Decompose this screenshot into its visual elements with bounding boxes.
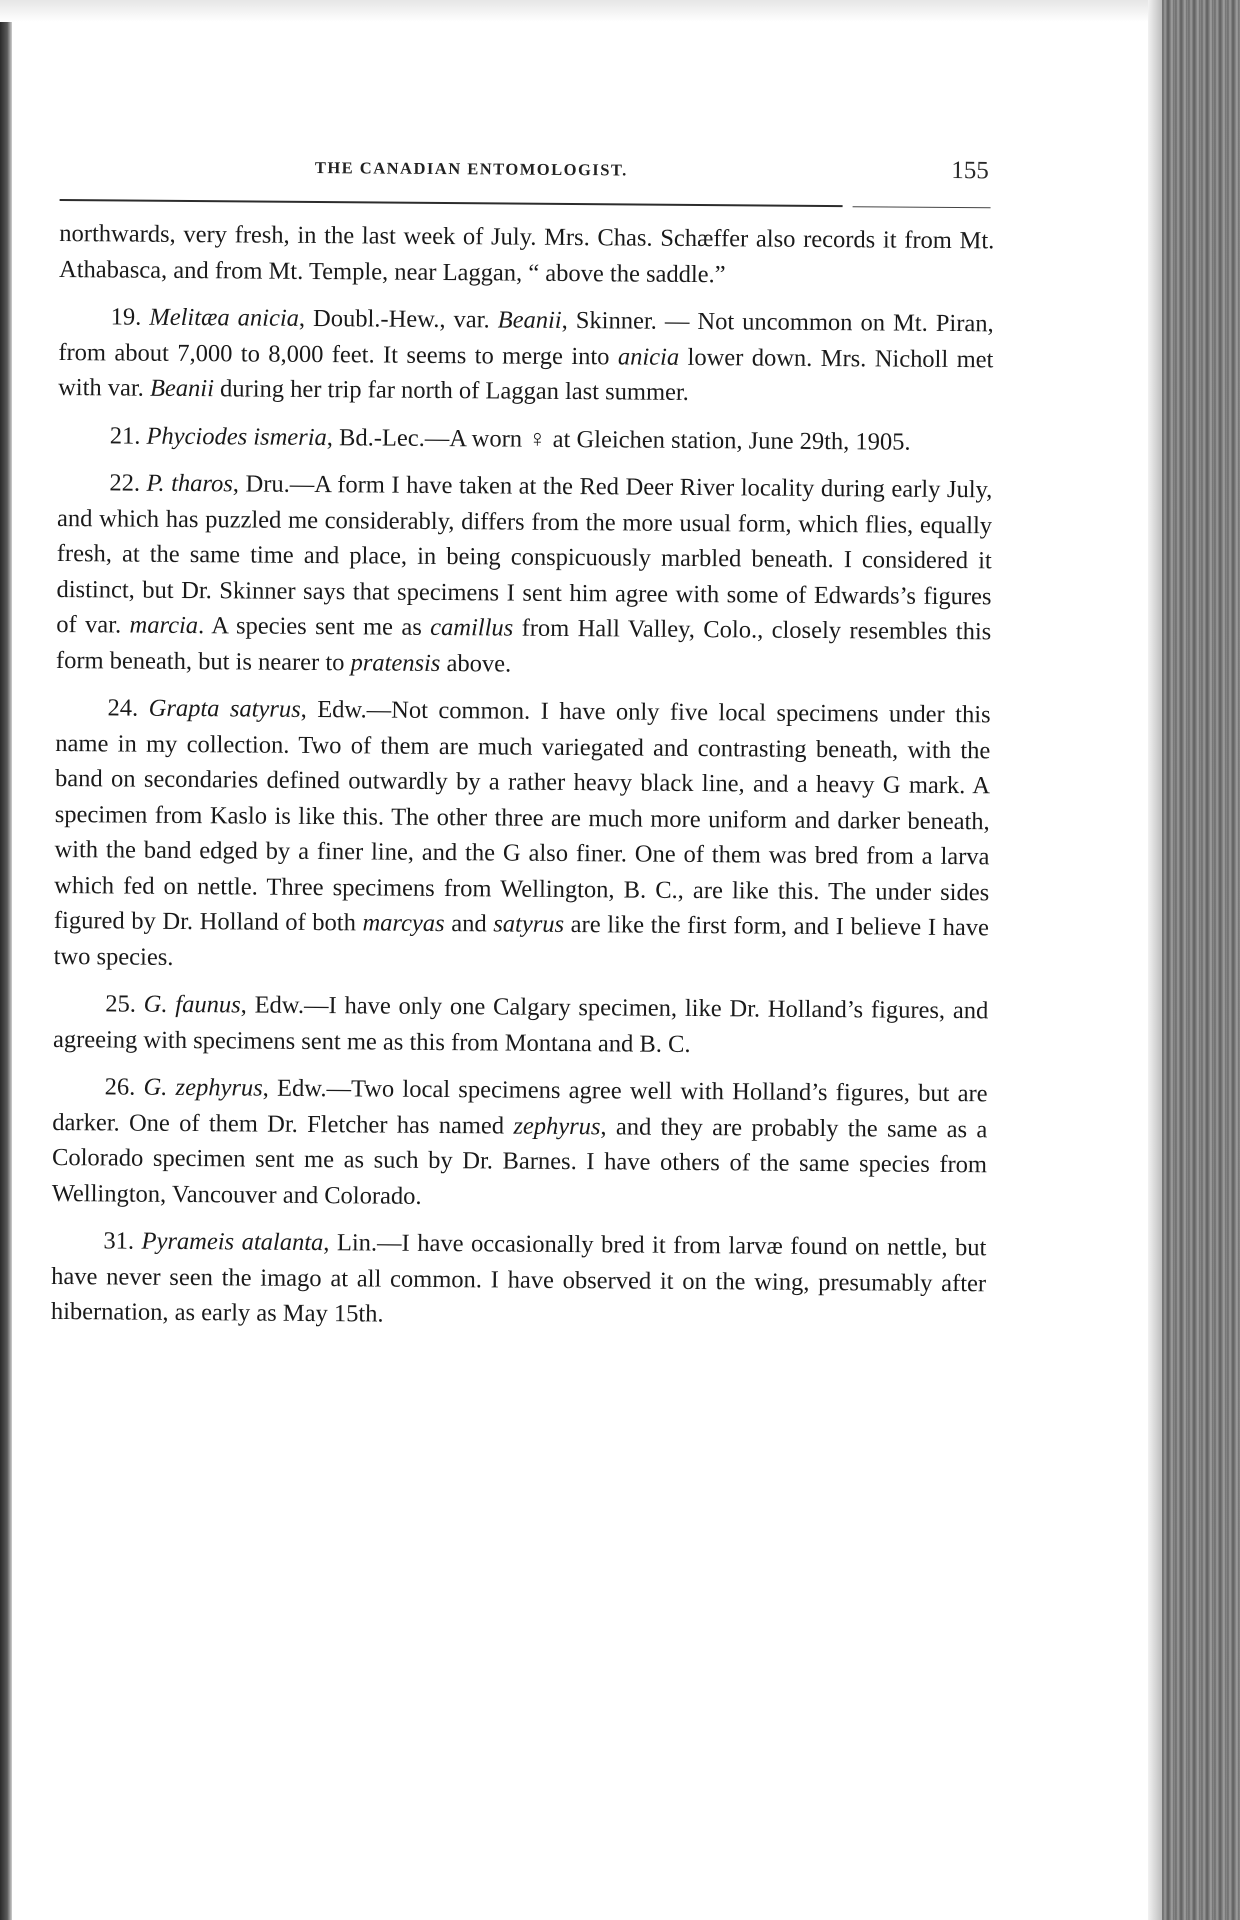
species-name: zephyrus — [513, 1112, 601, 1140]
text-run: above. — [440, 649, 512, 678]
text-run: 31. — [103, 1227, 142, 1255]
text-run: , Edw.—Not common. I have only five local specimens under this name in my collection. Two of them are much variegated and contrasting beneath, with the band on secondaries defined outwardly by a rather heavy black line, and a heavy G mark. A specimen from Kaslo is like this. The other three are much more uniform and darker beneath, with the band edged by a finer line, and the G also finer. One of them was bred from a larva which fed on nettle. Three specimens from Wellington, B. C., are like this. The under sides figured by Dr. Holland of both — [53, 695, 991, 937]
article-body — [51, 216, 995, 1337]
species-name: Pyrameis atalanta — [141, 1227, 324, 1257]
text-run: 19. — [110, 303, 150, 331]
text-run: are like the first form, and I believe I have two species. — [53, 910, 990, 971]
text-run: 22. — [109, 469, 147, 497]
text-run: , Bd.-Lec.—A worn ♀ at Gleichen station, June 29th, 1905. — [326, 423, 911, 456]
running-title: THE CANADIAN ENTOMOLOGIST. — [314, 158, 628, 180]
text-run: and — [444, 910, 494, 938]
header-rule — [60, 198, 995, 209]
species-name: Melitæa anicia — [149, 303, 300, 332]
species-name: Beanii — [497, 306, 562, 334]
species-name: Grapta satyrus — [148, 694, 301, 723]
species-name: pratensis — [350, 648, 441, 677]
text-run: 24. — [107, 694, 149, 722]
text-run: , and they are probably the same as a Colorado specimen sent me as such by Dr. Barnes. I have others of the same species from Wellington, Vancouver and Colorado. — [51, 1112, 988, 1210]
species-entry — [54, 690, 991, 981]
text-run: , Lin.—I have occasionally bred it from larvæ found on nettle, but have never seen the imago at all common. I have observed it on the wing, presumably after hibernation, as early as May 15th. — [50, 1229, 987, 1328]
species-name: marcia — [129, 611, 199, 640]
species-name: Phyciodes ismeria — [146, 422, 327, 451]
header-rule-short — [853, 206, 991, 208]
species-entry — [53, 986, 989, 1064]
species-name: G. zephyrus — [143, 1073, 263, 1102]
text-run: 26. — [104, 1073, 144, 1101]
species-entry — [58, 299, 994, 413]
species-entry — [58, 417, 993, 460]
running-head — [60, 150, 995, 191]
text-run: lower down. Mrs. Nicholl met with var. — [58, 343, 994, 402]
page-number: 155 — [951, 157, 989, 185]
text-run: northwards, very fresh, in the last week of July. Mrs. Chas. Schæffer also records it from Mt. Athabasca, and from Mt. Temple, near Laggan, “ above the saddle.” — [58, 219, 995, 288]
book-gutter — [1148, 0, 1240, 1920]
text-run: , Edw.—I have only one Calgary specimen, like Dr. Holland’s figures, and agreeing with specimens sent me as this from Montana and B. C. — [52, 991, 989, 1058]
text-run: 25. — [105, 990, 144, 1018]
text-run: , Edw.—Two local specimens agree well with Holland’s figures, but are darker. One of them Dr. Fletcher has named — [52, 1074, 988, 1140]
continued-paragraph — [59, 216, 995, 294]
header-rule-main — [60, 199, 843, 207]
species-entry — [52, 1069, 988, 1218]
text-run: , Dru.—A form I have taken at the Red Deer River locality during early July, and which has puzzled me considerably, differs from the more usual form, which flies, equally fresh, at the same time and place, in being conspicuously marbled beneath. I considered it distinct, but Dr. Skinner says that specimens I sent him agree with some of Edwards’s figures of var. — [56, 470, 993, 639]
species-name: marcyas — [362, 909, 445, 938]
text-run: , Skinner. — Not uncommon on Mt. Piran, from about 7,000 to 8,000 feet. It seems to merge into — [58, 306, 994, 370]
text-run: 21. — [109, 421, 147, 450]
species-name: satyrus — [493, 910, 565, 938]
species-entry — [51, 1223, 987, 1337]
scan-left-edge — [0, 0, 12, 1920]
text-run: during her trip far north of Laggan last summer. — [213, 375, 689, 406]
journal-page — [51, 150, 995, 1349]
text-run: . A species sent me as — [197, 612, 431, 641]
species-name: Beanii — [149, 374, 215, 403]
species-name: camillus — [430, 613, 514, 642]
text-run: , Doubl.-Hew., var. — [298, 304, 498, 334]
species-entry — [56, 465, 993, 685]
species-name: G. faunus — [143, 990, 241, 1019]
text-run: from Hall Valley, Colo., closely resembles this form beneath, but is nearer to — [55, 614, 992, 676]
species-name: P. tharos — [146, 469, 233, 498]
scan-top-shadow — [0, 0, 1160, 22]
species-name: anicia — [617, 342, 680, 371]
